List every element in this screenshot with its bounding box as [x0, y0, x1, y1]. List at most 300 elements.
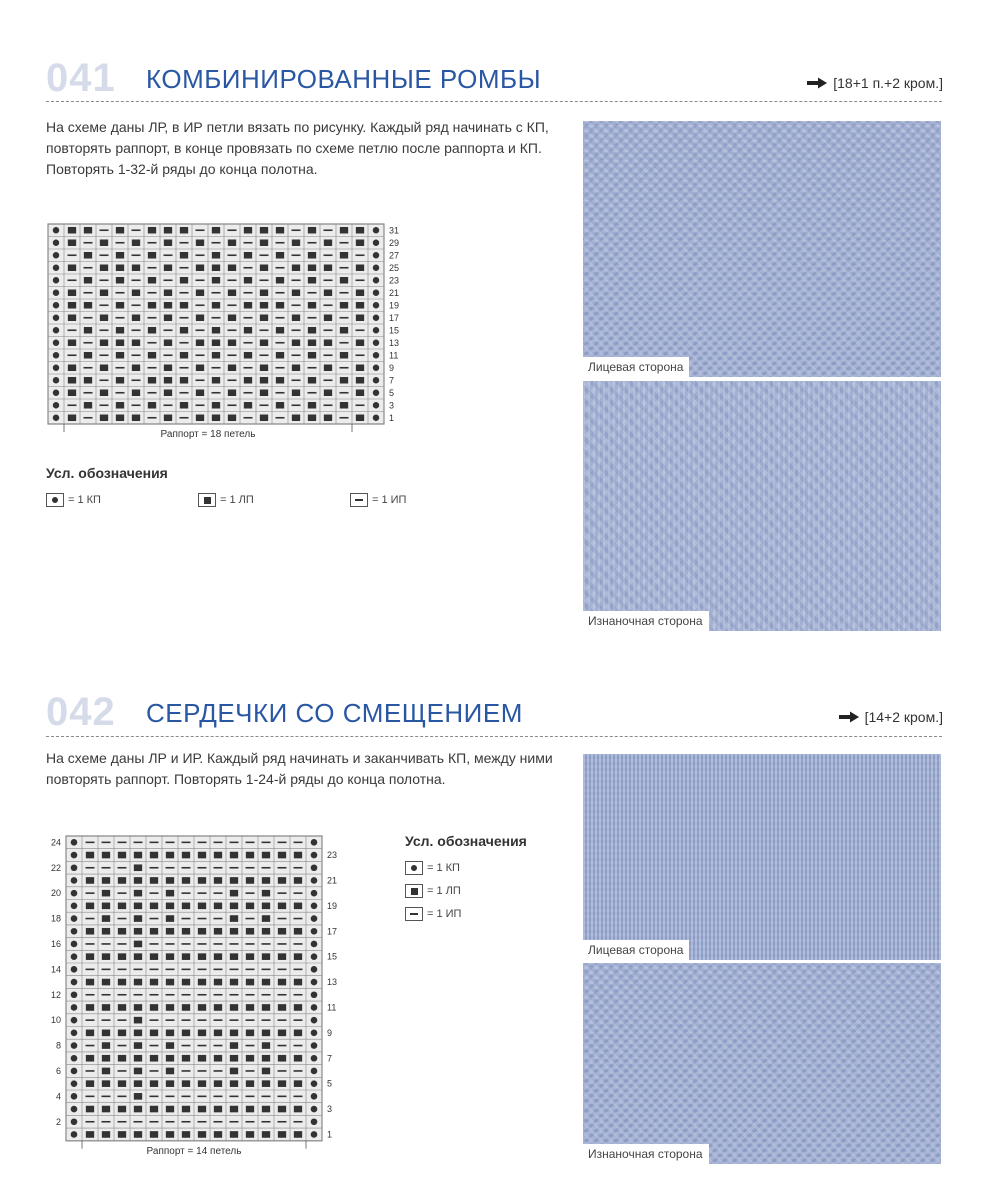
chart-dash [340, 267, 349, 269]
chart-dash [198, 1019, 207, 1021]
knit-stitch-symbol-icon [405, 884, 423, 898]
row-number-label: 19 [327, 900, 338, 911]
chart-dash [262, 1096, 271, 1098]
chart-dot [311, 1118, 318, 1125]
chart-square [246, 1106, 254, 1113]
title-divider [46, 101, 942, 102]
chart-dash [196, 229, 205, 231]
chart-dash [86, 1121, 95, 1123]
chart-dot [53, 327, 60, 334]
chart-dash [340, 392, 349, 394]
chart-dash [260, 329, 269, 331]
photo-back-side [583, 381, 941, 631]
chart-square [276, 352, 284, 359]
chart-dash [214, 1096, 223, 1098]
chart-dot [71, 1068, 78, 1075]
chart-dash [278, 867, 287, 869]
chart-square [86, 1030, 94, 1037]
chart-dash [214, 1019, 223, 1021]
chart-square [148, 327, 156, 334]
chart-dash [212, 317, 221, 319]
chart-dash [182, 892, 191, 894]
chart-square [132, 340, 140, 347]
chart-dash [212, 367, 221, 369]
chart-square [260, 340, 268, 347]
chart-square [276, 252, 284, 259]
chart-dash [324, 254, 333, 256]
chart-square [260, 415, 268, 422]
chart-square [134, 953, 142, 960]
chart-square [198, 877, 206, 884]
chart-square [244, 277, 252, 284]
chart-square [292, 390, 300, 397]
row-number-label: 2 [55, 1116, 61, 1127]
chart-square [214, 852, 222, 859]
chart-dot [311, 928, 318, 935]
chart-dot [311, 864, 318, 871]
chart-dash [260, 254, 269, 256]
chart-square [276, 227, 284, 234]
chart-dash [244, 342, 253, 344]
legend-item-lp [405, 884, 461, 898]
chart-dash [164, 354, 173, 356]
chart-square [324, 340, 332, 347]
chart-dash [118, 1096, 127, 1098]
chart-dash [246, 892, 255, 894]
chart-dash [148, 267, 157, 269]
chart-square [214, 1030, 222, 1037]
chart-square [68, 302, 76, 309]
chart-dash [198, 892, 207, 894]
chart-dash [164, 254, 173, 256]
chart-dash [84, 317, 93, 319]
chart-square [212, 402, 220, 409]
legend-title: Усл. обозначения [405, 833, 527, 849]
chart-dot [53, 302, 60, 309]
chart-square [228, 340, 236, 347]
chart-square [324, 240, 332, 247]
chart-square [198, 979, 206, 986]
chart-square [196, 415, 204, 422]
chart-dash [182, 994, 191, 996]
chart-square [294, 928, 302, 935]
chart-dash [324, 329, 333, 331]
chart-dash [246, 1070, 255, 1072]
chart-dash [150, 892, 159, 894]
chart-square [102, 1080, 110, 1087]
chart-square [308, 327, 316, 334]
chart-square [116, 352, 124, 359]
chart-square [102, 1004, 110, 1011]
chart-dash [260, 404, 269, 406]
chart-square [134, 1004, 142, 1011]
photo-front-side [583, 754, 941, 960]
chart-dash [198, 969, 207, 971]
chart-square [86, 1080, 94, 1087]
chart-dash [340, 242, 349, 244]
chart-square [262, 903, 270, 910]
chart-dash [68, 279, 77, 281]
chart-square [150, 1004, 158, 1011]
chart-dash [68, 404, 77, 406]
chart-square [102, 979, 110, 986]
chart-square [116, 377, 124, 384]
chart-square [116, 415, 124, 422]
chart-square [214, 877, 222, 884]
chart-square [150, 928, 158, 935]
chart-square [100, 340, 108, 347]
chart-dot [71, 839, 78, 846]
chart-dash [212, 242, 221, 244]
chart-dash [118, 1045, 127, 1047]
chart-dash [214, 892, 223, 894]
chart-dot [373, 415, 380, 422]
chart-square [246, 1131, 254, 1138]
chart-dash [294, 1070, 303, 1072]
chart-dash [118, 892, 127, 894]
row-number-label: 19 [389, 300, 400, 311]
chart-square [246, 1030, 254, 1037]
chart-square [182, 1055, 190, 1062]
chart-square [278, 1080, 286, 1087]
chart-dash [324, 379, 333, 381]
chart-dash [86, 918, 95, 920]
chart-square [166, 903, 174, 910]
chart-dash [294, 867, 303, 869]
chart-dash [308, 367, 317, 369]
chart-square [164, 290, 172, 297]
chart-square [180, 302, 188, 309]
chart-dash [118, 1121, 127, 1123]
chart-square [246, 928, 254, 935]
chart-dot [373, 365, 380, 372]
row-number-label: 5 [389, 387, 395, 398]
chart-dot [311, 1017, 318, 1024]
chart-dash [294, 969, 303, 971]
chart-square [150, 1030, 158, 1037]
chart-dash [150, 943, 159, 945]
chart-square [246, 903, 254, 910]
chart-square [228, 390, 236, 397]
chart-dash [86, 867, 95, 869]
chart-dash [292, 229, 301, 231]
chart-square [102, 928, 110, 935]
chart-square [84, 252, 92, 259]
chart-dot [53, 390, 60, 397]
chart-square [292, 415, 300, 422]
chart-dot [53, 252, 60, 259]
chart-square [148, 402, 156, 409]
chart-square [278, 852, 286, 859]
chart-square [292, 240, 300, 247]
chart-square [166, 890, 174, 897]
chart-square [68, 340, 76, 347]
chart-dash [246, 867, 255, 869]
chart-dash [246, 943, 255, 945]
chart-square [134, 1093, 142, 1100]
stitch-count-note [838, 710, 943, 724]
pattern-description: На схеме даны ЛР и ИР. Каждый ряд начинать и заканчивать КП, между ними повторять раппорт. Повторять 1-24-й ряды до конца полотна. [46, 750, 553, 787]
chart-square [182, 877, 190, 884]
chart-square [134, 928, 142, 935]
chart-square [230, 852, 238, 859]
stitch-count-note [806, 76, 943, 90]
chart-dash [68, 254, 77, 256]
chart-dash [132, 254, 141, 256]
chart-dash [198, 1096, 207, 1098]
legend-label: = 1 ИП [427, 908, 462, 920]
chart-dot [71, 915, 78, 922]
chart-dash [278, 1096, 287, 1098]
chart-square [230, 1106, 238, 1113]
chart-square [230, 979, 238, 986]
chart-square [230, 1042, 238, 1049]
chart-square [166, 915, 174, 922]
chart-square [150, 1080, 158, 1087]
chart-square [150, 903, 158, 910]
chart-dot [53, 240, 60, 247]
stitch-chart-042 [40, 834, 350, 1156]
chart-square [212, 252, 220, 259]
chart-square [244, 252, 252, 259]
chart-square [100, 265, 108, 272]
chart-square [134, 1017, 142, 1024]
photo-label: Изнаночная сторона [583, 611, 709, 631]
chart-square [116, 302, 124, 309]
chart-dash [118, 994, 127, 996]
legend-item-kp [46, 493, 101, 507]
chart-square [308, 277, 316, 284]
chart-square [164, 227, 172, 234]
chart-square [134, 979, 142, 986]
chart-dash [244, 292, 253, 294]
chart-dash [324, 229, 333, 231]
chart-dash [278, 842, 287, 844]
chart-square [132, 265, 140, 272]
chart-dash [182, 1070, 191, 1072]
chart-dash [182, 918, 191, 920]
chart-square [260, 290, 268, 297]
chart-square [212, 327, 220, 334]
chart-square [164, 390, 172, 397]
chart-dash [166, 994, 175, 996]
chart-dot [71, 1030, 78, 1037]
chart-dot [373, 327, 380, 334]
chart-dash [134, 842, 143, 844]
photo-label: Лицевая сторона [583, 357, 689, 377]
chart-square [102, 1055, 110, 1062]
chart-dash [118, 1070, 127, 1072]
chart-square [100, 290, 108, 297]
chart-dash [86, 1070, 95, 1072]
chart-square [214, 903, 222, 910]
row-number-label: 5 [327, 1078, 333, 1089]
chart-dash [214, 867, 223, 869]
chart-square [182, 1131, 190, 1138]
chart-dash [86, 1096, 95, 1098]
row-number-label: 6 [55, 1065, 61, 1076]
chart-square [260, 227, 268, 234]
chart-square [118, 1055, 126, 1062]
chart-dot [311, 991, 318, 998]
chart-dash [86, 1019, 95, 1021]
row-number-label: 1 [389, 412, 395, 423]
chart-square [118, 903, 126, 910]
chart-square [356, 227, 364, 234]
chart-square [182, 1004, 190, 1011]
chart-square [262, 1042, 270, 1049]
chart-square [166, 1106, 174, 1113]
row-number-label: 14 [50, 964, 61, 975]
chart-square [230, 953, 238, 960]
chart-square [308, 265, 316, 272]
chart-dash [260, 354, 269, 356]
chart-square [198, 1055, 206, 1062]
chart-dash [86, 969, 95, 971]
chart-square [116, 265, 124, 272]
chart-dash [246, 1045, 255, 1047]
chart-square [164, 415, 172, 422]
chart-square [356, 315, 364, 322]
chart-square [68, 227, 76, 234]
chart-dash [308, 392, 317, 394]
chart-square [102, 1030, 110, 1037]
chart-dash [100, 254, 109, 256]
chart-square [294, 903, 302, 910]
chart-square [102, 903, 110, 910]
chart-square [246, 979, 254, 986]
chart-square [182, 928, 190, 935]
chart-dash [244, 417, 253, 419]
chart-square [212, 277, 220, 284]
chart-square [262, 1055, 270, 1062]
row-number-label: 24 [50, 837, 61, 848]
chart-dash [150, 842, 159, 844]
row-number-label: 15 [389, 325, 400, 336]
chart-square [228, 415, 236, 422]
chart-dash [292, 254, 301, 256]
chart-square [356, 377, 364, 384]
chart-dash [244, 242, 253, 244]
chart-dot [71, 1131, 78, 1138]
chart-dash [230, 1019, 239, 1021]
chart-dot [53, 365, 60, 372]
chart-dash [116, 367, 125, 369]
chart-square [132, 415, 140, 422]
pattern-number: 041 [46, 56, 116, 100]
chart-square [198, 928, 206, 935]
chart-square [262, 979, 270, 986]
chart-dash [294, 842, 303, 844]
row-number-label: 16 [50, 938, 61, 949]
chart-dash [294, 892, 303, 894]
chart-dot [311, 1004, 318, 1011]
chart-square [340, 302, 348, 309]
chart-square [84, 402, 92, 409]
chart-dot [311, 915, 318, 922]
chart-square [166, 852, 174, 859]
chart-square [228, 290, 236, 297]
chart-dot [53, 415, 60, 422]
chart-square [68, 365, 76, 372]
chart-square [278, 1131, 286, 1138]
chart-dot [53, 277, 60, 284]
row-number-label: 10 [50, 1015, 61, 1026]
chart-dash [196, 354, 205, 356]
chart-dash [276, 292, 285, 294]
chart-square [262, 1004, 270, 1011]
chart-dash [86, 892, 95, 894]
chart-dot [53, 402, 60, 409]
chart-dash [100, 379, 109, 381]
chart-dash [196, 254, 205, 256]
photo-label: Изнаночная сторона [583, 1144, 709, 1164]
chart-dash [198, 994, 207, 996]
chart-square [196, 390, 204, 397]
chart-square [212, 377, 220, 384]
chart-dash [132, 329, 141, 331]
chart-dash [150, 1070, 159, 1072]
chart-dash [230, 1096, 239, 1098]
chart-dash [340, 367, 349, 369]
chart-square [308, 340, 316, 347]
chart-dash [118, 969, 127, 971]
chart-square [324, 415, 332, 422]
chart-square [166, 1131, 174, 1138]
chart-square [134, 1080, 142, 1087]
chart-square [100, 415, 108, 422]
chart-square [262, 928, 270, 935]
chart-square [182, 903, 190, 910]
chart-square [134, 1131, 142, 1138]
chart-dash [198, 842, 207, 844]
chart-dash [276, 342, 285, 344]
chart-dot [71, 890, 78, 897]
chart-square [166, 1068, 174, 1075]
chart-dash [278, 994, 287, 996]
chart-square [212, 227, 220, 234]
chart-dash [278, 1045, 287, 1047]
chart-square [86, 1055, 94, 1062]
chart-square [308, 252, 316, 259]
chart-square [228, 240, 236, 247]
chart-square [84, 277, 92, 284]
chart-dash [196, 379, 205, 381]
purl-stitch-symbol-icon [405, 907, 423, 921]
chart-dash [356, 354, 365, 356]
row-number-label: 15 [327, 951, 338, 962]
chart-square [164, 377, 172, 384]
chart-square [262, 1080, 270, 1087]
chart-dash [102, 1019, 111, 1021]
chart-dash [134, 969, 143, 971]
chart-dash [166, 1121, 175, 1123]
chart-square [68, 390, 76, 397]
chart-square [180, 227, 188, 234]
chart-square [182, 979, 190, 986]
chart-square [118, 852, 126, 859]
chart-dash [180, 317, 189, 319]
chart-dash [340, 417, 349, 419]
chart-square [262, 877, 270, 884]
chart-square [244, 302, 252, 309]
chart-dash [244, 267, 253, 269]
chart-dash [292, 304, 301, 306]
knit-stitch-symbol-icon [198, 493, 216, 507]
chart-dash [84, 292, 93, 294]
chart-dash [180, 367, 189, 369]
chart-square [134, 903, 142, 910]
